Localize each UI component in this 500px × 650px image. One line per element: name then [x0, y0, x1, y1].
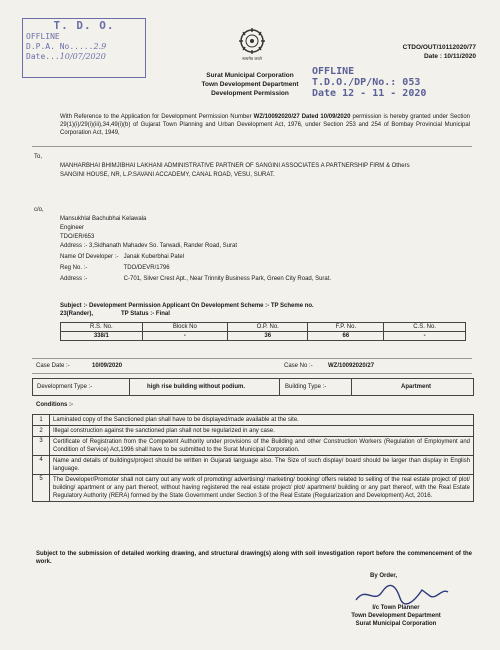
condition-num: 1 — [33, 415, 50, 426]
regno-label: Reg No. :- — [60, 265, 88, 271]
plot-table-header — [61, 323, 466, 332]
col-block-no: Block No — [142, 323, 227, 332]
cell-fp-no: 66 — [308, 332, 384, 341]
stamp-date-value: 10/07/2020 — [59, 52, 106, 61]
subject — [60, 302, 480, 318]
cell-op-no: 36 — [228, 332, 308, 341]
case-row — [32, 358, 472, 374]
developer-name: Janak Kuberbhai Patel — [123, 254, 185, 260]
engineer-reg: TDO/ER/653 — [60, 234, 95, 240]
stamp-dpa-label: D.P.A. No. — [26, 42, 75, 51]
stamp-date-label: Date — [26, 52, 46, 61]
table-row — [61, 332, 466, 341]
offline-stamp — [312, 66, 482, 99]
dev-type-label: Development Type :- — [37, 384, 93, 390]
engineer-name: Mansukhlal Bachubhai Kelawala — [60, 216, 147, 222]
offline-stamp-dpno: T.D.O./DP/No.: 053 — [312, 77, 421, 88]
condition-num: 3 — [33, 437, 50, 456]
stamp-dpa-value: 2.9 — [93, 42, 107, 51]
co-label: c/o, — [34, 207, 44, 213]
addressee-address: SANGINI HOUSE, NR, L.P.SAVANI ACCADEMY, CANAL ROAD, VESU, SURAT. — [60, 172, 275, 178]
condition-text: The Developer/Promoter shall not carry out any work of promoting/ advertising/ marketing/ booking/ offers related to selling of the real estate project of plot/ building/ apartment or any part thereof, without having registered the real estate project/ plot/ apartment/ building or any part thereof, with the Real Estate Regulatory Authority (RERA) formed by the State Government under Section 3 of the Real Estate (Regularization and Development) Act, 2016. — [50, 475, 474, 502]
case-date-value: 10/09/2020 — [92, 363, 123, 369]
intro-before: With Reference to the Application for Development Permission Number — [60, 114, 254, 120]
offline-stamp-date: Date 12 - 11 - 2020 — [312, 88, 427, 99]
subject-tp-status: TP Status :- Final — [121, 311, 170, 317]
signature-block — [336, 604, 456, 628]
table-row — [33, 456, 474, 475]
cell-block-no: - — [142, 332, 227, 341]
stamp-offline: OFFLINE — [26, 32, 60, 41]
table-row — [33, 437, 474, 456]
condition-text: Illegal construction against the sanctioned plan shall not be regularized in any case. — [50, 426, 474, 437]
offline-stamp-title: OFFLINE — [312, 66, 355, 77]
case-no-label: Case No :- — [284, 363, 313, 369]
intro-application-ref: WZ/10092020/27 Dated 10/09/2020 — [253, 114, 351, 120]
conditions-table — [32, 414, 474, 502]
developer-address-label: Address :- — [60, 276, 88, 282]
ref-number: CTDO/OUT/10112020/77 — [402, 44, 476, 51]
subject-line: Subject :- Development Permission Applicant On Development Scheme :- TP Scheme no. — [60, 303, 314, 309]
engineer-address: Address :- 3,Sidhanath Mahadev So. Tarwadi, Rander Road, Surat — [60, 243, 237, 249]
addressee-block — [34, 153, 464, 180]
signature-mark — [352, 582, 452, 606]
types-row — [32, 378, 474, 396]
footer-note: Subject to the submission of detailed working drawing, and structural drawing(s) along with soil investigation report before the commencement of the work. — [36, 551, 472, 565]
conditions-title: Conditions :- — [36, 402, 73, 408]
co-block — [34, 206, 474, 284]
case-no-value: WZ/10092020/27 — [328, 363, 375, 369]
addressee-name: MANHARBHAI BHIMJIBHAI LAKHANI ADMINISTRATIVE PARTNER OF SANGINI ASSOCIATES A PARTNERSHIP FIRM & Others — [60, 163, 410, 169]
intro-paragraph — [60, 113, 470, 137]
condition-num: 5 — [33, 475, 50, 502]
dev-type-value: high rise building without podium. — [147, 384, 245, 390]
corporation-emblem-icon — [232, 28, 272, 54]
engineer-role: Engineer — [60, 225, 85, 231]
header-dept: Town Development Department — [201, 81, 299, 88]
table-row — [33, 475, 474, 502]
subject-tp-scheme: 23(Rander), — [60, 311, 94, 317]
building-type-value: Apartment — [401, 384, 432, 390]
by-order: By Order, — [370, 573, 398, 579]
plot-table — [60, 322, 466, 341]
developer-label: Name Of Developer :- — [60, 254, 119, 260]
table-row — [33, 415, 474, 426]
to-label: To, — [34, 154, 43, 160]
tdo-stamp — [22, 18, 146, 78]
emblem — [232, 28, 272, 60]
col-fp-no: F.P. No. — [308, 323, 384, 332]
cell-rs-no: 338/1 — [61, 332, 143, 341]
col-cs-no: C.S. No. — [384, 323, 466, 332]
ref-date: Date : 10/11/2020 — [423, 53, 476, 60]
condition-text: Certificate of Registration from the Competent Authority under provisions of the Building and other Construction Workers (Regulation of Employment and Condition of Service) Act,1996 shall have to be submitted to the Surat Municipal Corporation. — [50, 437, 474, 456]
intro-after: permission is hereby granted under Section 29(1)(i)/29(i)(iii),34,49(i)(b) of Gujarat Town Planning and Urban Development Act, 1976, under Section 253 and 254 of Bombay Provincial Municipal Corporation Act, 1949, — [60, 114, 471, 136]
stamp-date: Date...10/07/2020 — [26, 52, 106, 61]
stamp-dpa: D.P.A. No.....2.9 — [26, 42, 107, 51]
signatory-title: I/c Town Planner — [372, 605, 420, 611]
table-row — [33, 426, 474, 437]
emblem-caption: सत्यमेव जयते — [242, 56, 262, 61]
cell-cs-no: - — [384, 332, 466, 341]
building-type-label: Building Type :- — [285, 384, 327, 390]
condition-num: 2 — [33, 426, 50, 437]
regno-value: TDO/DEVR/1796 — [123, 265, 170, 271]
regno-row — [60, 264, 474, 273]
stamp-title: T. D. O. — [53, 19, 115, 32]
signatory-dept: Town Development Department — [351, 613, 441, 619]
condition-text: Name and details of buildings/project should be written in Gujarati language also. The Size of such display/ board should be larger than display in English language. — [50, 456, 474, 475]
condition-text: Laminated copy of the Sanctioned plan shall have to be displayed/made available at the site. — [50, 415, 474, 426]
developer-row — [60, 253, 474, 262]
col-rs-no: R.S. No. — [61, 323, 143, 332]
col-op-no: O.P. No. — [228, 323, 308, 332]
header-doc: Development Permission — [211, 90, 289, 97]
developer-address-row — [60, 275, 474, 284]
header-org: Surat Municipal Corporation — [206, 72, 294, 79]
case-date-label: Case Date :- — [36, 363, 70, 369]
condition-num: 4 — [33, 456, 50, 475]
developer-address-value: C-701, Silver Crest Apt., Near Trinnity Business Park, Green City Road, Surat. — [123, 276, 332, 282]
signatory-org: Surat Municipal Corporation — [355, 621, 437, 627]
header — [170, 71, 330, 98]
divider — [32, 146, 472, 147]
